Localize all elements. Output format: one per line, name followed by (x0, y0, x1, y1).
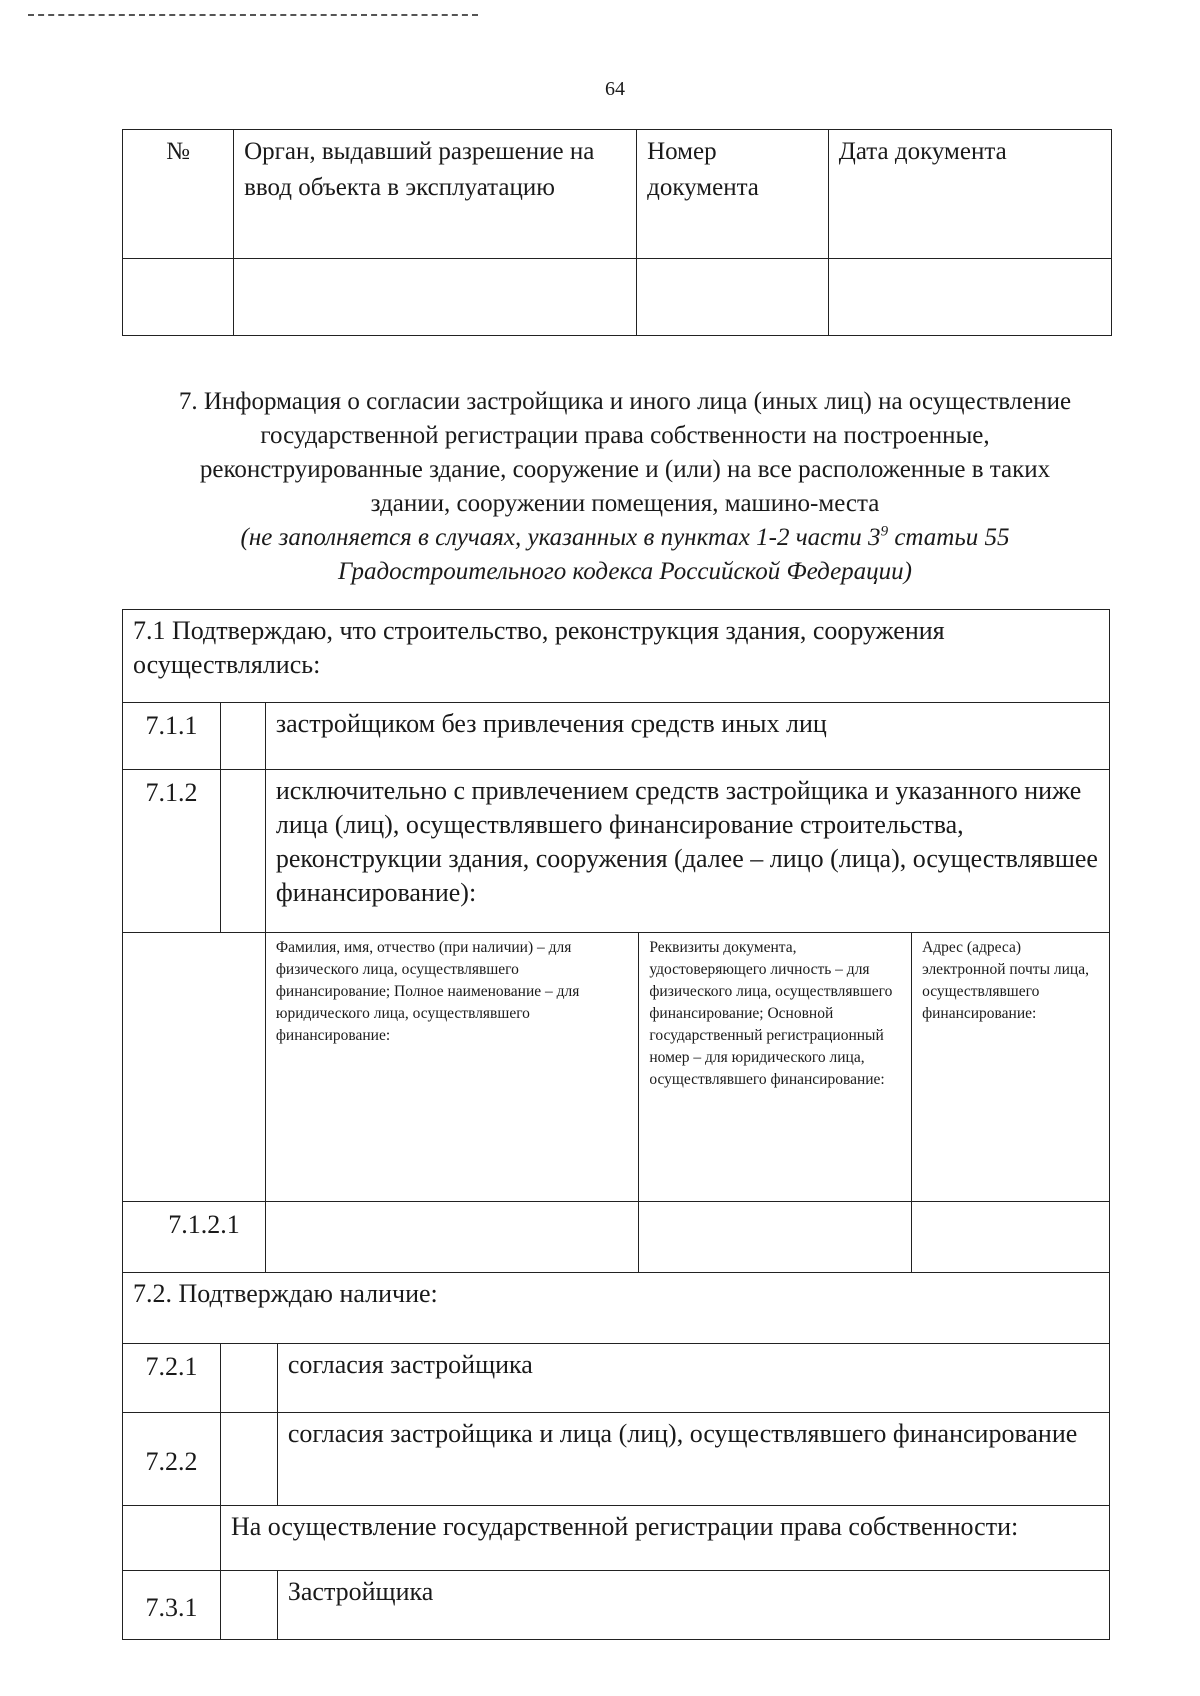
permit-table (122, 129, 1112, 336)
financier-email-header: Адрес (адреса) электронной почты лица, осуществлявшего финансирование: (912, 933, 1110, 1202)
financier-name-cell[interactable] (265, 1202, 638, 1273)
cell-number[interactable] (123, 259, 234, 336)
cell-authority[interactable] (234, 259, 637, 336)
page-number: 64 (605, 78, 625, 100)
empty-cell (123, 1506, 221, 1571)
item-text: согласия застройщика (277, 1344, 1109, 1413)
col-number-header: № (123, 130, 234, 259)
row-7-3 (123, 1506, 1110, 1571)
item-number: 7.2.2 (123, 1413, 221, 1506)
row-7-1-1 (123, 703, 1110, 770)
consent-table (122, 609, 1110, 1640)
item-number: 7.1.1 (123, 703, 221, 770)
table-header-row (123, 130, 1112, 259)
financier-document-cell[interactable] (639, 1202, 912, 1273)
checkbox-7-2-2[interactable] (220, 1413, 277, 1506)
item-number: 7.3.1 (123, 1571, 221, 1640)
scan-artifact-line (28, 14, 478, 16)
item-number: 7.1.2.1 (123, 1202, 266, 1273)
paragraph-7-2: 7.2. Подтверждаю наличие: (123, 1273, 1110, 1344)
checkbox-7-3-1[interactable] (220, 1571, 277, 1640)
row-7-3-1 (123, 1571, 1110, 1640)
col-doc-number-header: Номер документа (637, 130, 829, 259)
financier-email-cell[interactable] (912, 1202, 1110, 1273)
row-7-2-1 (123, 1344, 1110, 1413)
row-7-1-2 (123, 770, 1110, 933)
item-text: застройщиком без привлечения средств иных лиц (265, 703, 1109, 770)
row-7-2-2 (123, 1413, 1110, 1506)
item-text: согласия застройщика и лица (лиц), осуществлявшего финансирование (277, 1413, 1109, 1506)
financier-document-header: Реквизиты документа, удостоверяющего личность – для физического лица, осуществлявшего финансирование; Основной государственный регистрационный номер – для юридического лица, осуществлявшего финансирование: (639, 933, 912, 1202)
row-7-1-2-1 (123, 1202, 1110, 1273)
col-authority-header: Орган, выдавший разрешение на ввод объекта в эксплуатацию (234, 130, 637, 259)
row-7-2 (123, 1273, 1110, 1344)
section-7-note: (не заполняется в случаях, указанных в пунктах 1-2 части $3^9$ статьи 55 Градостроительного кодекса Российской Федерации) (240, 523, 1010, 585)
financier-name-header: Фамилия, имя, отчество (при наличии) – для физического лица, осуществлявшего финансирование; Полное наименование – для юридического лица, осуществлявшего финансирование: (265, 933, 638, 1202)
section-7-heading (160, 385, 1090, 589)
item-text: исключительно с привлечением средств застройщика и указанного ниже лица (лиц), осуществлявшего финансирование строительства, реконструкции здания, сооружения (далее – лицо (лица), осуществлявшее финансирование): (265, 770, 1109, 933)
section-7-title: 7. Информация о согласии застройщика и иного лица (иных лиц) на осуществление государственной регистрации права собственности на построенные, реконструированные здание, сооружение и (или) на все расположенные в таких здании, сооружении помещения, машино-места (178, 388, 1072, 517)
item-number: 7.2.1 (123, 1344, 221, 1413)
item-text: Застройщика (277, 1571, 1109, 1640)
empty-cell (123, 933, 266, 1202)
item-number: 7.1.2 (123, 770, 221, 933)
col-doc-date-header: Дата документа (828, 130, 1111, 259)
row-7-1 (123, 610, 1110, 703)
checkbox-7-1-1[interactable] (220, 703, 265, 770)
paragraph-7-3: На осуществление государственной регистрации права собственности: (220, 1506, 1109, 1571)
paragraph-7-1: 7.1 Подтверждаю, что строительство, реконструкция здания, сооружения осуществлялись: (123, 610, 1110, 703)
checkbox-7-2-1[interactable] (220, 1344, 277, 1413)
checkbox-7-1-2[interactable] (220, 770, 265, 933)
cell-doc-date[interactable] (828, 259, 1111, 336)
table-row (123, 259, 1112, 336)
financing-header-row (123, 933, 1110, 1202)
cell-doc-number[interactable] (637, 259, 829, 336)
